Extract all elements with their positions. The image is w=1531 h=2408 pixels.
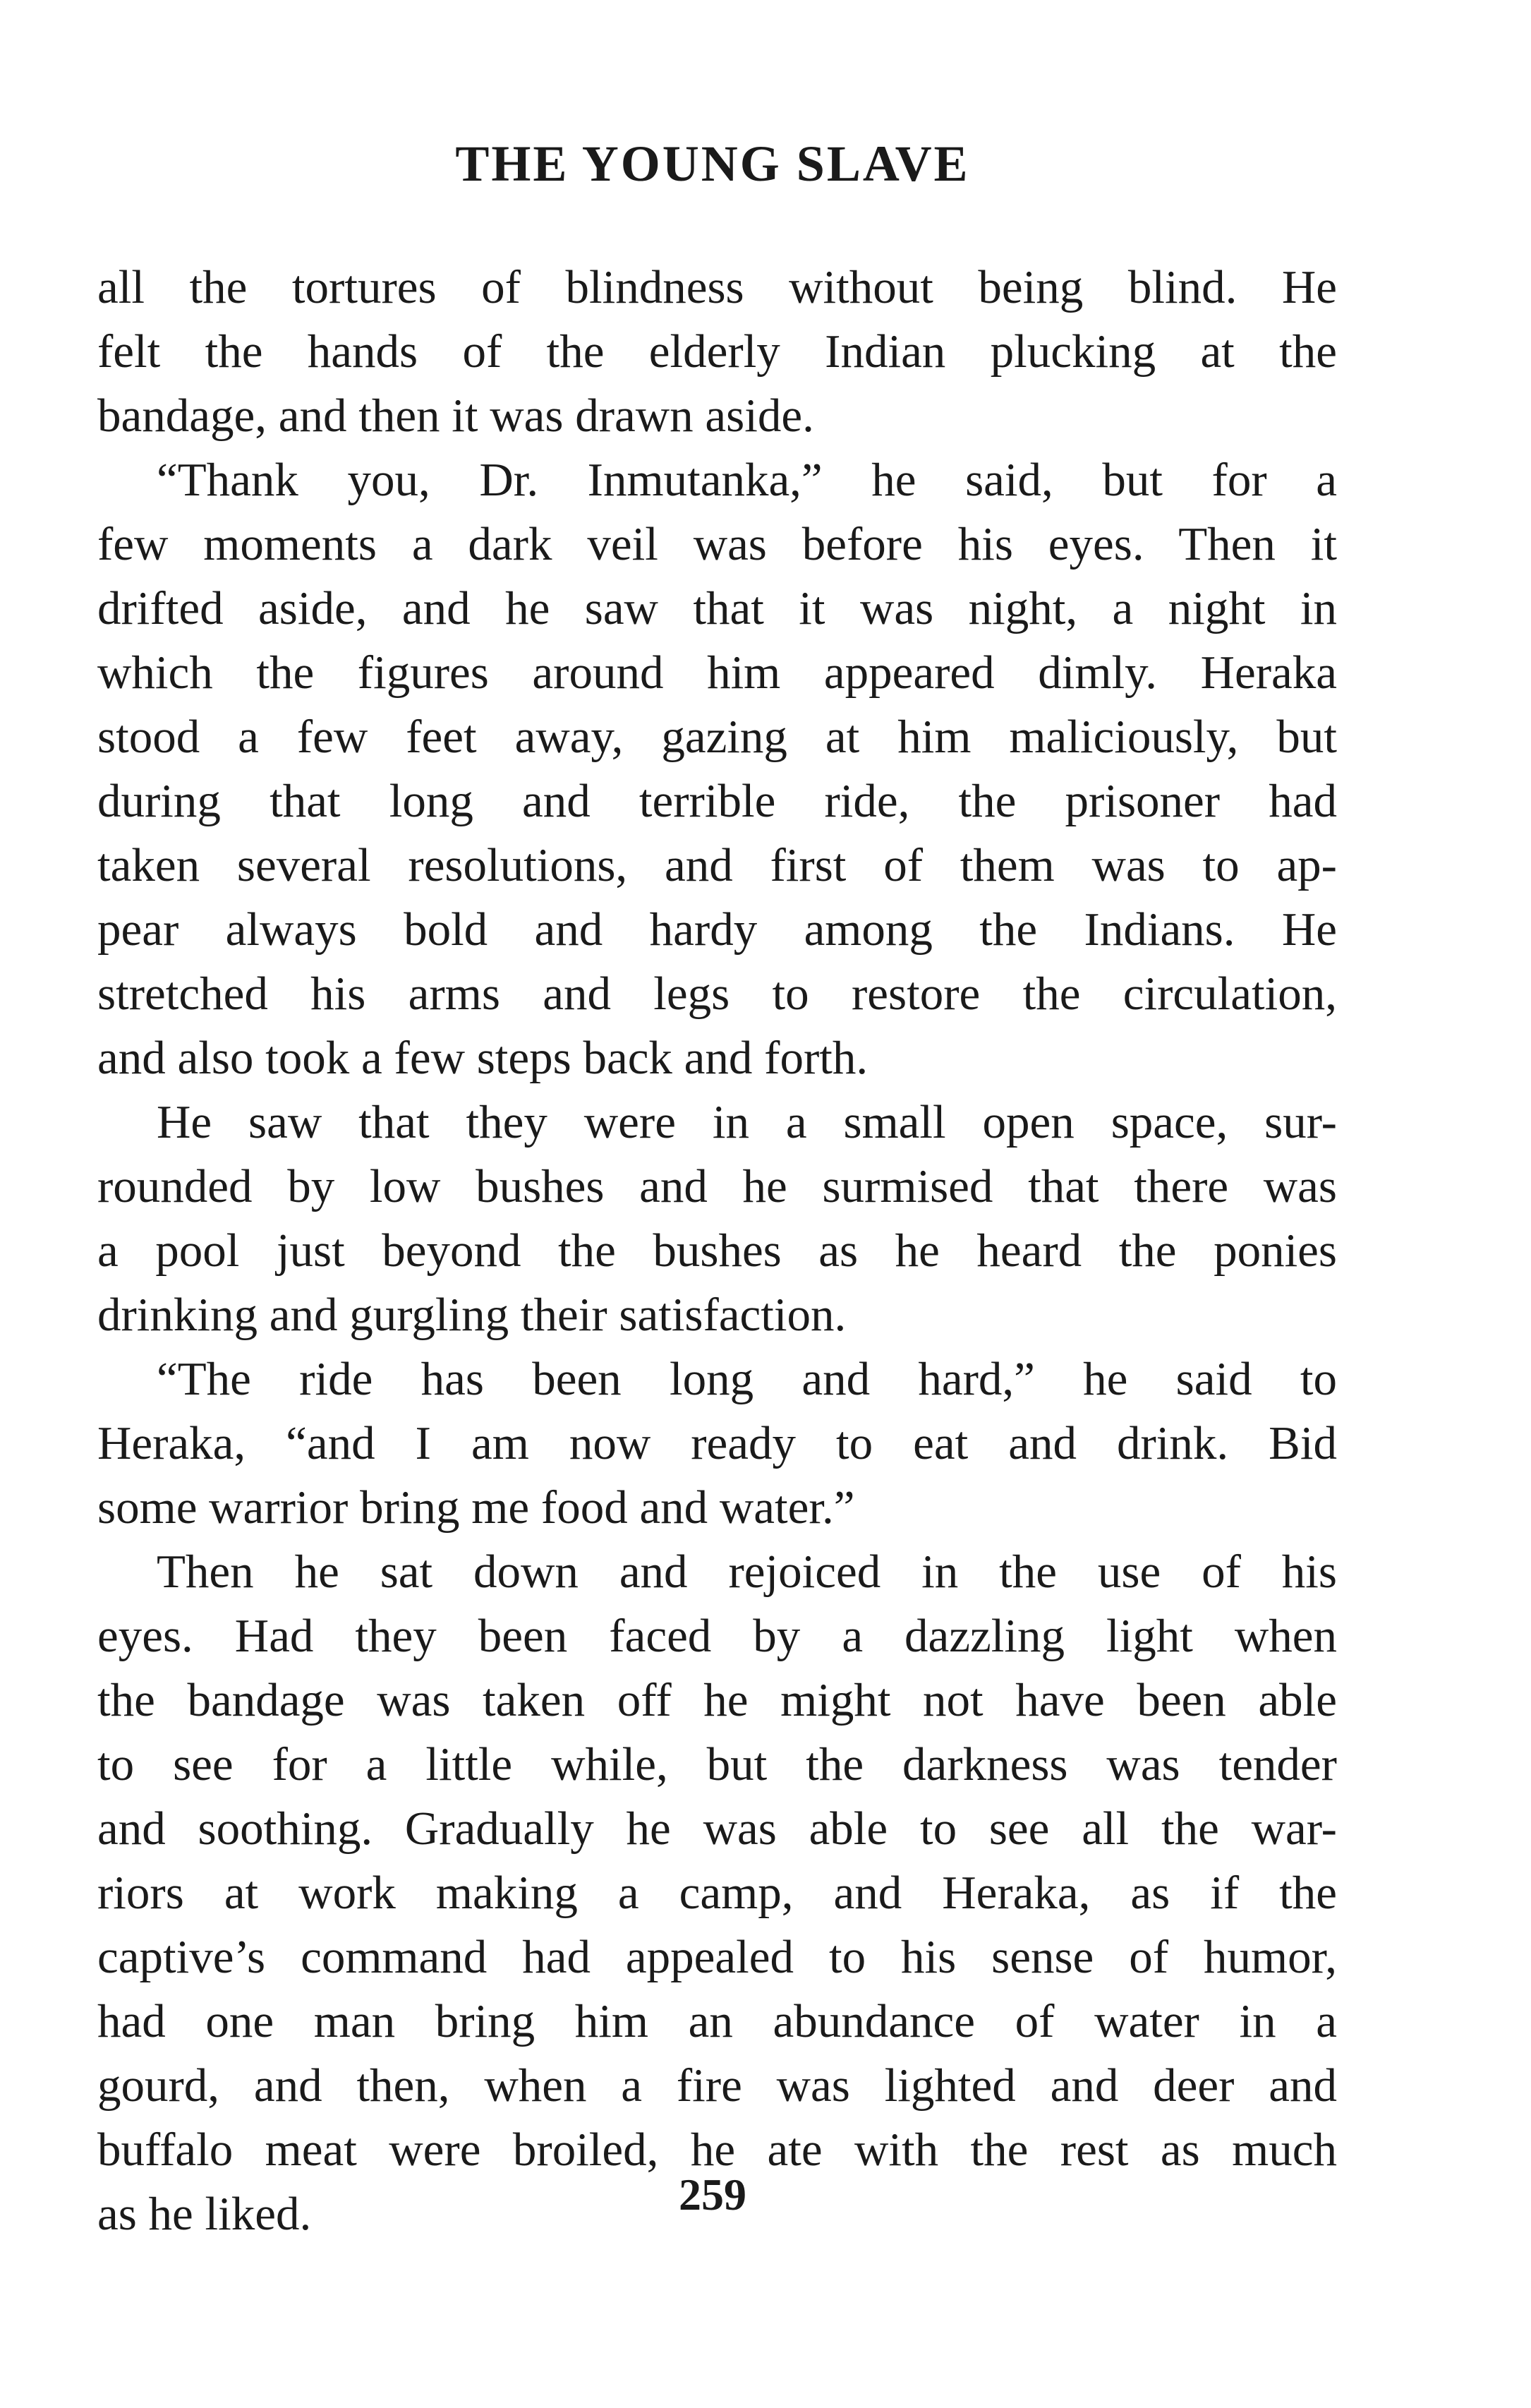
text-line: buffalo meat were broiled, he ate with the rest as much: [97, 2124, 1337, 2176]
paragraph-2: [97, 448, 1337, 1090]
text-line: rounded by low bushes and he surmised that there was: [97, 1160, 1337, 1212]
text-line: drifted aside, and he saw that it was night, a night in: [97, 582, 1337, 634]
text-line: some warrior bring me food and water.”: [97, 1481, 855, 1534]
text-line: and also took a few steps back and forth.: [97, 1032, 869, 1084]
text-line: stretched his arms and legs to restore the circulation,: [97, 968, 1337, 1020]
page-number: 259: [679, 2169, 746, 2220]
paragraph-1: [97, 255, 1337, 448]
body-text: [97, 255, 1337, 2246]
text-line: as he liked.: [97, 2188, 312, 2240]
text-line: during that long and terrible ride, the prisoner had: [97, 775, 1337, 827]
running-head: THE YOUNG SLAVE: [455, 136, 970, 192]
text-line: eyes. Had they been faced by a dazzling light when: [97, 1610, 1337, 1662]
text-line: bandage, and then it was drawn aside.: [97, 390, 814, 442]
text-line: He saw that they were in a small open space, sur-: [157, 1096, 1337, 1148]
text-line: stood a few feet away, gazing at him maliciously, but: [97, 711, 1337, 763]
text-line: Heraka, “and I am now ready to eat and drink. Bid: [97, 1417, 1337, 1469]
text-line: had one man bring him an abundance of water in a: [97, 1995, 1337, 2047]
text-line: and soothing. Gradually he was able to see all the war-: [97, 1802, 1337, 1855]
text-line: a pool just beyond the bushes as he heard the ponies: [97, 1224, 1337, 1277]
text-line: all the tortures of blindness without being blind. He: [97, 261, 1337, 313]
text-line: few moments a dark veil was before his eyes. Then it: [97, 518, 1337, 570]
text-line: the bandage was taken off he might not have been able: [97, 1674, 1337, 1726]
text-line: which the figures around him appeared dimly. Heraka: [97, 646, 1337, 699]
text-line: pear always bold and hardy among the Indians. He: [97, 903, 1337, 956]
text-line: to see for a little while, but the darkness was tender: [97, 1738, 1337, 1790]
text-line: riors at work making a camp, and Heraka, as if the: [97, 1867, 1337, 1919]
text-line: taken several resolutions, and first of them was to ap-: [97, 839, 1337, 891]
text-line: gourd, and then, when a fire was lighted and deer and: [97, 2059, 1337, 2112]
paragraph-4: [97, 1347, 1337, 1540]
text-line: Then he sat down and rejoiced in the use of his: [157, 1546, 1337, 1598]
paragraph-3: [97, 1090, 1337, 1347]
paragraph-5: [97, 1540, 1337, 2246]
text-line: felt the hands of the elderly Indian plucking at the: [97, 325, 1337, 378]
text-line: “The ride has been long and hard,” he said to: [157, 1353, 1337, 1405]
text-line: captive’s command had appealed to his sense of humor,: [97, 1931, 1337, 1983]
text-line: “Thank you, Dr. Inmutanka,” he said, but for a: [157, 454, 1337, 506]
text-line: drinking and gurgling their satisfaction.: [97, 1289, 847, 1341]
